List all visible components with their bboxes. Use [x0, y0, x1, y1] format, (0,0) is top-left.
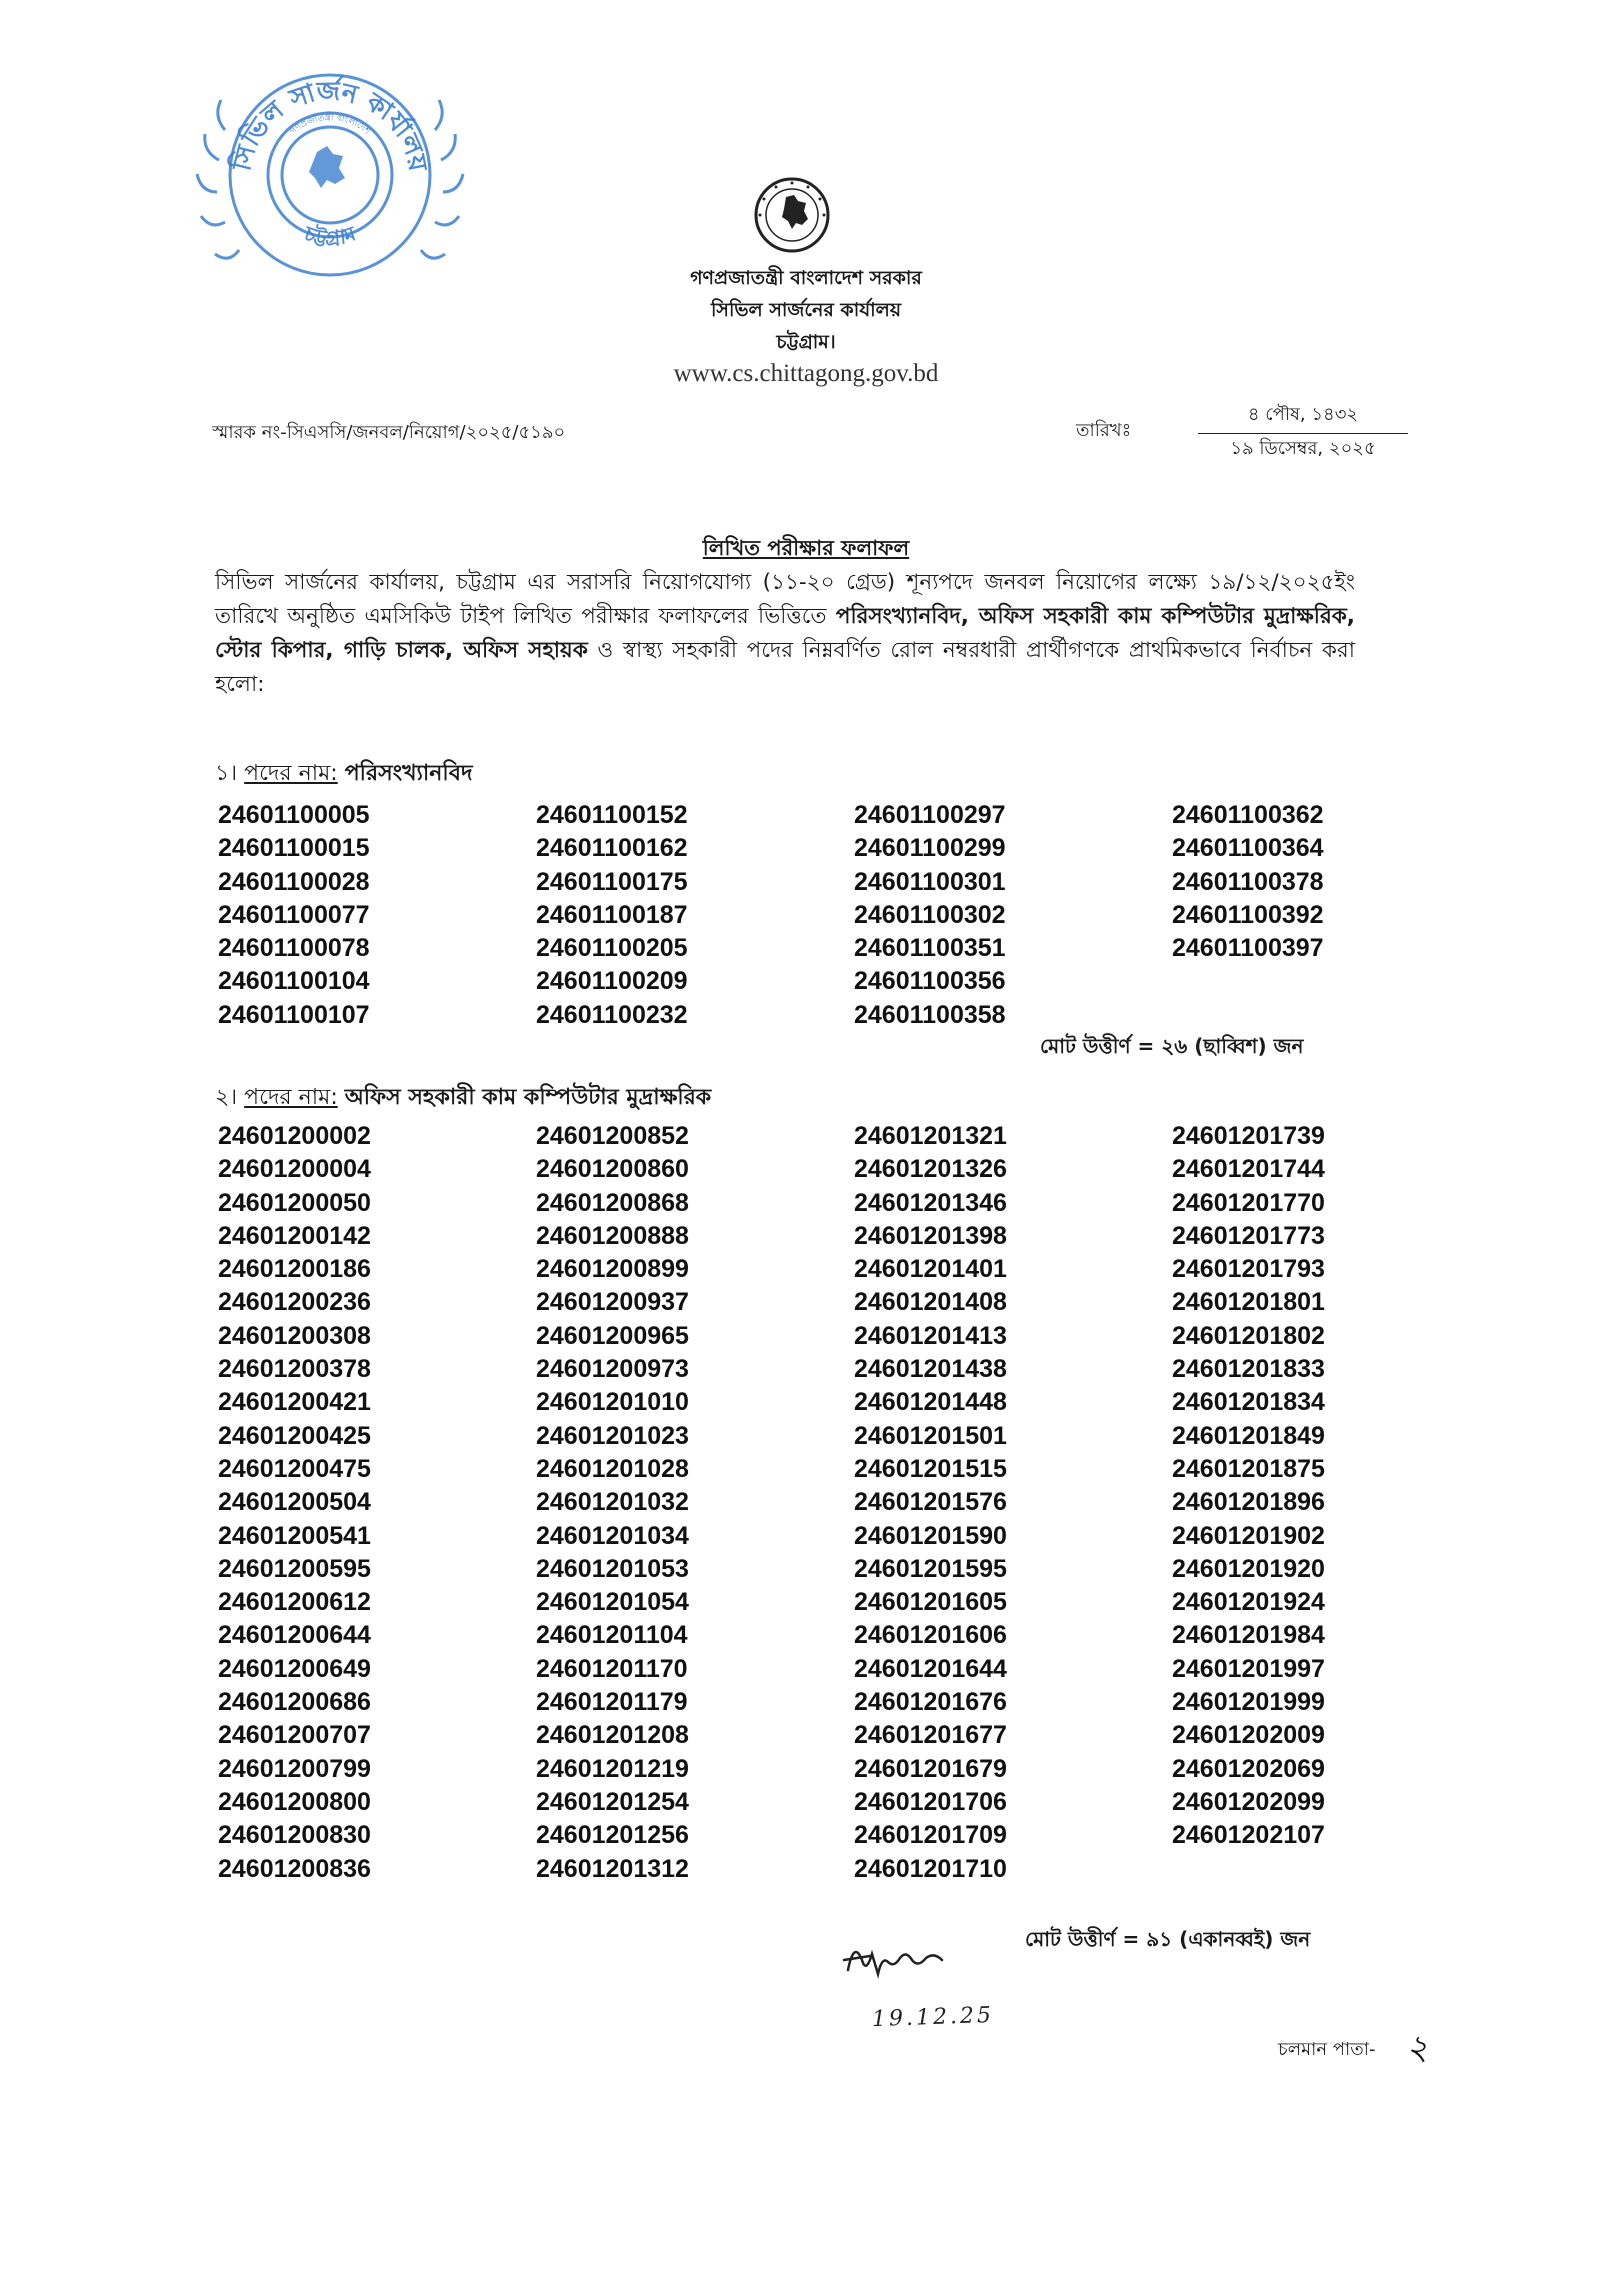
roll-number: 24601201706 — [854, 1787, 1007, 1816]
roll-number: 24601201770 — [1172, 1188, 1325, 1217]
roll-number: 24601201023 — [536, 1421, 689, 1450]
section-label: পদের নাম: — [244, 1085, 338, 1110]
roll-number: 24601201515 — [854, 1454, 1007, 1483]
section-label: পদের নাম: — [244, 761, 338, 786]
roll-number: 24601201010 — [536, 1388, 689, 1417]
roll-number: 24601201028 — [536, 1454, 689, 1483]
roll-number: 24601100299 — [854, 834, 1006, 863]
roll-number: 24601200004 — [218, 1155, 371, 1184]
roll-number: 24601201997 — [1172, 1654, 1325, 1683]
roll-number: 24601201448 — [854, 1388, 1007, 1417]
section-1-roll-grid — [218, 799, 1398, 1032]
roll-number: 24601200050 — [218, 1188, 371, 1217]
roll-number: 24601200852 — [536, 1122, 689, 1150]
intro-text-1: সিভিল সার্জনের কার্যালয়, চট্টগ্রাম এর সরাসরি নিয়োগযোগ্য (১১-২০ গ্রেড) শূন্যপদে জনবল নিয়োগের লক্ষ্যে ১৯/১২/২০২৫ইং তারিখে অনুষ্ঠিত এমসিকিউ টাইপ লিখিত পরীক্ষার ফলাফলের ভিত্তিতে — [215, 570, 1355, 629]
section-1-heading — [215, 756, 473, 793]
roll-column — [1172, 1120, 1490, 1886]
roll-number: 24601100351 — [854, 934, 1006, 963]
roll-number: 24601100187 — [536, 900, 688, 929]
section-2-total: মোট উত্তীর্ণ = ৯১ (একানব্বই) জন — [1025, 1927, 1311, 1951]
roll-number: 24601100015 — [218, 834, 370, 863]
stamp-text-top: সিভিল সার্জন কার্যালয় — [227, 76, 433, 174]
roll-number: 24601200868 — [536, 1188, 689, 1217]
post-name: অফিস সহকারী কাম কম্পিউটার মুদ্রাক্ষরিক — [344, 1085, 712, 1110]
memo-reference: স্মারক নং-সিএসসি/জনবল/নিয়োগ/২০২৫/৫১৯০ — [212, 422, 566, 443]
roll-number: 24601201744 — [1172, 1155, 1325, 1184]
roll-number: 24601201773 — [1172, 1221, 1325, 1250]
roll-number: 24601202107 — [1172, 1821, 1325, 1850]
roll-number: 24601200800 — [218, 1787, 371, 1816]
roll-number: 24601100205 — [536, 934, 688, 963]
roll-number: 24601201802 — [1172, 1321, 1325, 1350]
roll-number: 24601201834 — [1172, 1388, 1325, 1417]
roll-number: 24601100378 — [1172, 867, 1324, 896]
roll-number: 24601100358 — [854, 1000, 1006, 1029]
roll-column — [536, 1120, 854, 1886]
roll-number: 24601201801 — [1172, 1288, 1325, 1317]
page-title: লিখিত পরীক্ষার ফলাফল — [702, 536, 910, 560]
roll-column — [218, 799, 536, 1032]
date-label: তারিখঃ — [1076, 420, 1132, 441]
intro-conjunction: ও — [597, 638, 614, 663]
date-english: ১৯ ডিসেম্বর, ২০২৫ — [1230, 438, 1376, 459]
roll-number: 24601201256 — [536, 1821, 689, 1850]
govt-name: গণপ্রজাতন্ত্রী বাংলাদেশ সরকার — [690, 267, 922, 289]
roll-number: 24601100104 — [218, 967, 370, 996]
page-number: ২ — [1406, 2028, 1429, 2068]
roll-number: 24601201676 — [854, 1688, 1007, 1717]
roll-number: 24601100301 — [854, 867, 1006, 896]
roll-number: 24601201793 — [1172, 1255, 1325, 1284]
roll-number: 24601201677 — [854, 1721, 1007, 1750]
roll-number: 24601201501 — [854, 1421, 1007, 1450]
roll-number: 24601200836 — [218, 1854, 371, 1883]
section-2-heading — [215, 1080, 711, 1117]
roll-number: 24601201595 — [854, 1554, 1007, 1583]
roll-number: 24601100162 — [536, 834, 688, 863]
roll-number: 24601201170 — [536, 1654, 688, 1683]
roll-number: 24601100297 — [854, 801, 1006, 829]
roll-number: 24601201054 — [536, 1588, 689, 1617]
roll-number: 24601200612 — [218, 1588, 371, 1617]
intro-post-last: স্বাস্থ্য সহকারী — [622, 638, 738, 663]
roll-number: 24601201179 — [536, 1688, 688, 1717]
roll-number: 24601200973 — [536, 1355, 689, 1384]
roll-number: 24601201606 — [854, 1621, 1007, 1650]
roll-number: 24601100152 — [536, 801, 688, 829]
roll-number: 24601100302 — [854, 900, 1006, 929]
roll-number: 24601200595 — [218, 1554, 371, 1583]
roll-column — [536, 799, 854, 1032]
section-number: ২। — [215, 1085, 238, 1110]
roll-number: 24601202069 — [1172, 1754, 1325, 1783]
section-2-roll-grid — [218, 1120, 1398, 1886]
roll-number: 24601201924 — [1172, 1588, 1325, 1617]
roll-number: 24601201408 — [854, 1288, 1007, 1317]
roll-number: 24601201346 — [854, 1188, 1007, 1217]
roll-number: 24601200686 — [218, 1688, 371, 1717]
roll-number: 24601200649 — [218, 1654, 371, 1683]
roll-number: 24601100005 — [218, 801, 370, 829]
office-name: সিভিল সার্জনের কার্যালয় — [710, 299, 902, 321]
roll-number: 24601201219 — [536, 1754, 689, 1783]
signature-date: 19.12.25 — [871, 2002, 995, 2033]
roll-number: 24601201896 — [1172, 1488, 1325, 1517]
bangladesh-govt-seal-icon — [752, 175, 832, 255]
roll-number: 24601201254 — [536, 1787, 689, 1816]
stamp-text-bottom: চট্টগ্রাম — [301, 221, 359, 251]
roll-number: 24601201902 — [1172, 1521, 1325, 1550]
roll-number: 24601200707 — [218, 1721, 371, 1750]
roll-number: 24601200799 — [218, 1754, 371, 1783]
intro-text-2: পদের নিম্নবর্ণিত রোল নম্বরধারী প্রার্থীগণকে প্রাথমিকভাবে নির্বাচন করা হলো: — [215, 638, 1355, 697]
roll-number: 24601200899 — [536, 1255, 689, 1284]
roll-number: 24601201984 — [1172, 1621, 1325, 1650]
roll-number: 24601201920 — [1172, 1554, 1325, 1583]
roll-number: 24601201605 — [854, 1588, 1007, 1617]
section-1-total: মোট উত্তীর্ণ = ২৬ (ছাব্বিশ) জন — [1040, 1034, 1304, 1058]
intro-paragraph — [215, 566, 1355, 702]
roll-number: 24601200830 — [218, 1821, 371, 1850]
roll-number: 24601200965 — [536, 1321, 689, 1350]
roll-number: 24601201208 — [536, 1721, 689, 1750]
roll-number: 24601201312 — [536, 1854, 689, 1883]
roll-number: 24601200186 — [218, 1255, 371, 1284]
roll-number: 24601201590 — [854, 1521, 1007, 1550]
roll-number: 24601200421 — [218, 1388, 371, 1417]
section-number: ১। — [215, 761, 238, 786]
roll-column — [854, 1120, 1172, 1886]
roll-number: 24601200475 — [218, 1454, 371, 1483]
roll-number: 24601201034 — [536, 1521, 689, 1550]
roll-number: 24601200888 — [536, 1221, 689, 1250]
intro-posts: পরিসংখ্যানবিদ, অফিস সহকারী কাম কম্পিউটার মুদ্রাক্ষরিক, স্টোর কিপার, গাড়ি চালক, অফিস সহায়ক — [215, 604, 1355, 663]
roll-number: 24601100392 — [1172, 900, 1324, 929]
post-name: পরিসংখ্যানবিদ — [344, 761, 473, 786]
roll-number: 24601201401 — [854, 1255, 1007, 1284]
roll-number: 24601200937 — [536, 1288, 689, 1317]
roll-number: 24601201739 — [1172, 1122, 1325, 1150]
roll-number: 24601100078 — [218, 934, 370, 963]
roll-number: 24601200002 — [218, 1122, 371, 1150]
office-city: চট্টগ্রাম। — [776, 331, 836, 353]
roll-number: 24601100232 — [536, 1000, 688, 1029]
roll-number: 24601200504 — [218, 1488, 371, 1517]
roll-number: 24601200860 — [536, 1155, 689, 1184]
roll-number: 24601202099 — [1172, 1787, 1325, 1816]
roll-number: 24601100209 — [536, 967, 688, 996]
roll-number: 24601201104 — [536, 1621, 688, 1650]
roll-number: 24601201398 — [854, 1221, 1007, 1250]
roll-number: 24601100397 — [1172, 934, 1324, 963]
roll-number: 24601201413 — [854, 1321, 1007, 1350]
roll-number: 24601100175 — [536, 867, 688, 896]
signature — [840, 1930, 1020, 1990]
roll-number: 24601201849 — [1172, 1421, 1325, 1450]
roll-column — [854, 799, 1172, 1032]
svg-text:চট্টগ্রাম — [300, 221, 359, 250]
roll-number: 24601202009 — [1172, 1721, 1325, 1750]
roll-number: 24601201644 — [854, 1654, 1007, 1683]
roll-number: 24601201326 — [854, 1155, 1007, 1184]
date-bangla: ৪ পৌষ, ১৪৩২ — [1198, 400, 1408, 434]
svg-text:গণপ্রজাতন্ত্রী বাংলাদেশ — [288, 111, 372, 137]
roll-number: 24601201679 — [854, 1754, 1007, 1783]
roll-number: 24601201833 — [1172, 1355, 1325, 1384]
roll-number: 24601200425 — [218, 1421, 371, 1450]
roll-number: 24601100028 — [218, 867, 370, 896]
continued-label: চলমান পাতা- — [1278, 2039, 1376, 2060]
roll-number: 24601201710 — [854, 1854, 1007, 1883]
roll-number: 24601200644 — [218, 1621, 371, 1650]
roll-column — [218, 1120, 536, 1886]
stamp-inner-ring-text: গণপ্রজাতন্ত্রী বাংলাদেশ — [288, 112, 372, 137]
roll-number: 24601200236 — [218, 1288, 371, 1317]
roll-number: 24601201321 — [854, 1122, 1007, 1150]
roll-number: 24601200142 — [218, 1221, 371, 1250]
roll-number: 24601201032 — [536, 1488, 689, 1517]
roll-column — [1172, 799, 1490, 1032]
roll-number: 24601201709 — [854, 1821, 1007, 1850]
roll-number: 24601201576 — [854, 1488, 1007, 1517]
roll-number: 24601200308 — [218, 1321, 371, 1350]
website-link[interactable]: www.cs.chittagong.gov.bd — [673, 360, 939, 387]
roll-number: 24601200541 — [218, 1521, 371, 1550]
roll-number: 24601100107 — [218, 1000, 370, 1029]
roll-number: 24601201875 — [1172, 1454, 1325, 1483]
roll-number: 24601200378 — [218, 1355, 371, 1384]
roll-number: 24601201438 — [854, 1355, 1007, 1384]
roll-number: 24601100364 — [1172, 834, 1324, 863]
roll-number: 24601100077 — [218, 900, 370, 929]
roll-number: 24601201999 — [1172, 1688, 1325, 1717]
roll-number: 24601201053 — [536, 1554, 689, 1583]
roll-number: 24601100356 — [854, 967, 1006, 996]
roll-number: 24601100362 — [1172, 801, 1324, 829]
